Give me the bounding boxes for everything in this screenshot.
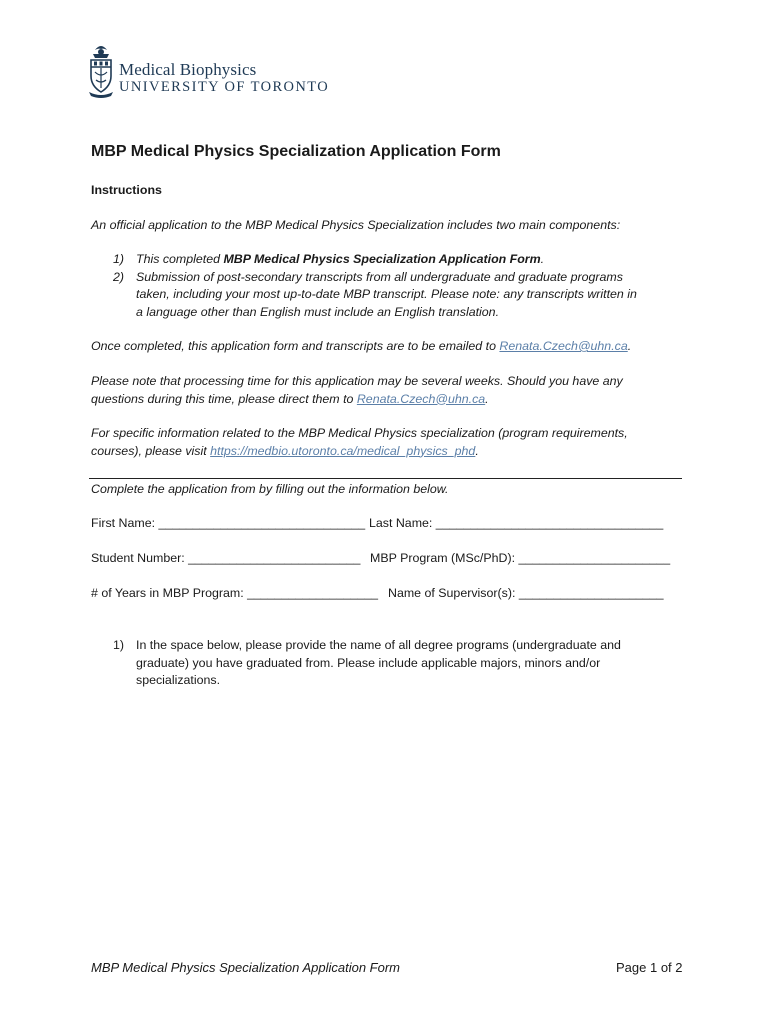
question-number: 1) bbox=[113, 638, 125, 652]
question-line: graduate) you have graduated from. Please include applicable majors, minors and/or bbox=[136, 655, 601, 670]
info-note-text: courses), please visit bbox=[91, 443, 211, 458]
processing-note-line bbox=[91, 391, 489, 409]
form-intro: Complete the application from by filling out the information below. bbox=[91, 482, 449, 496]
email-link[interactable]: Renata.Czech@uhn.ca bbox=[499, 339, 628, 353]
email-note bbox=[91, 338, 631, 356]
logo-department-name: Medical Biophysics bbox=[119, 60, 257, 79]
footer-page-number: Page 1 of 2 bbox=[616, 960, 683, 975]
first-name-field[interactable]: First Name: ______________________________ bbox=[91, 516, 366, 530]
section-divider bbox=[89, 478, 682, 479]
list-item-line: a language other than English must include an English translation. bbox=[136, 304, 500, 319]
page-title: MBP Medical Physics Specialization Application Form bbox=[91, 143, 501, 160]
list-item-line: Submission of post-secondary transcripts from all undergraduate and graduate programs bbox=[136, 269, 623, 284]
email-link[interactable]: Renata.Czech@uhn.ca bbox=[356, 391, 486, 406]
years-in-program-field[interactable]: # of Years in MBP Program: ___________________ bbox=[91, 586, 379, 600]
list-item-bold-text: MBP Medical Physics Specialization Application Form bbox=[223, 252, 541, 266]
list-item-number: 1) bbox=[113, 252, 125, 266]
info-note-line: For specific information related to the MBP Medical Physics specialization (program requirements, bbox=[91, 426, 628, 440]
instructions-heading: Instructions bbox=[91, 183, 162, 197]
list-item bbox=[136, 251, 544, 269]
email-note-end: . bbox=[627, 339, 632, 353]
list-item-line: taken, including your most up-to-date MBP transcript. Please note: any transcripts written in bbox=[136, 287, 637, 301]
university-logo bbox=[87, 42, 347, 102]
info-note-line bbox=[91, 443, 479, 461]
question-line: specializations. bbox=[136, 673, 221, 687]
list-item-text: This completed bbox=[136, 252, 224, 266]
processing-note-end: . bbox=[485, 391, 489, 406]
info-note-end: . bbox=[475, 443, 479, 458]
footer-document-title: MBP Medical Physics Specialization Application Form bbox=[91, 960, 400, 975]
intro-text: An official application to the MBP Medical Physics Specialization includes two main components: bbox=[91, 218, 621, 232]
list-item-text-end: . bbox=[540, 252, 545, 266]
question-line: In the space below, please provide the name of all degree programs (undergraduate and bbox=[136, 638, 621, 652]
last-name-field[interactable]: Last Name: _________________________________ bbox=[369, 516, 664, 530]
mbp-program-field[interactable]: MBP Program (MSc/PhD): ______________________ bbox=[370, 551, 671, 565]
processing-note-text: questions during this time, please direct them to bbox=[91, 391, 357, 406]
university-crest-icon bbox=[87, 42, 115, 100]
program-website-link[interactable]: https://medbio.utoronto.ca/medical_physics_phd bbox=[210, 443, 476, 458]
list-item-number: 2) bbox=[113, 269, 125, 284]
email-note-text: Once completed, this application form and transcripts are to be emailed to bbox=[91, 339, 500, 353]
logo-university-name: UNIVERSITY OF TORONTO bbox=[119, 79, 330, 95]
processing-note-line: Please note that processing time for this application may be several weeks. Should you have any bbox=[91, 374, 623, 388]
supervisor-field[interactable]: Name of Supervisor(s): _____________________ bbox=[388, 586, 664, 600]
student-number-field[interactable]: Student Number: _________________________ bbox=[91, 551, 361, 565]
